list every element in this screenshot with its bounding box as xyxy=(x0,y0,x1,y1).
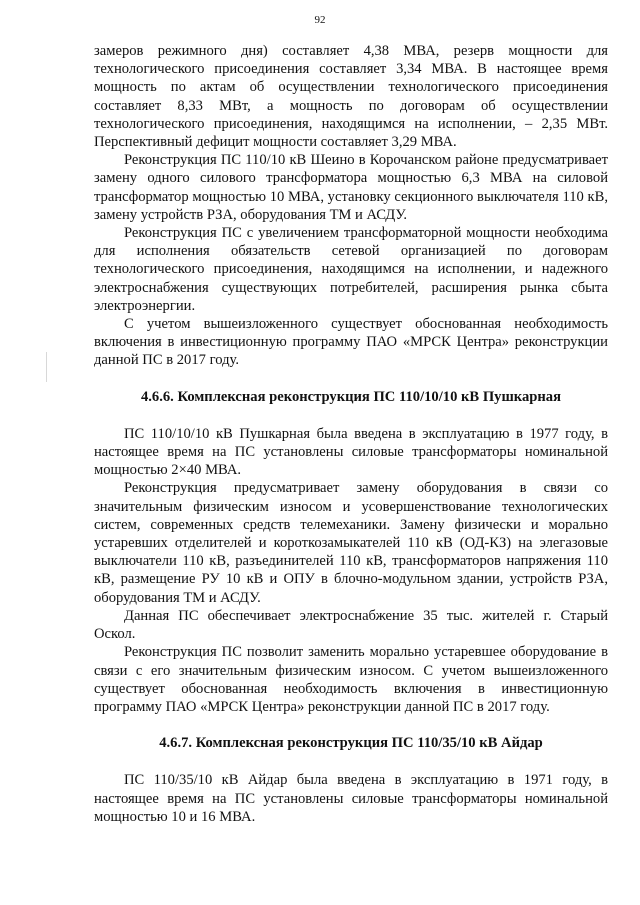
paragraph-pushkarnaya-justification: Реконструкция ПС позволит заменить морально устаревшее оборудование в связи с его значительным физическим износом. С учетом вышеизложенного существует обоснованная необходимость включения в инвестиционную программу ПАО «МРСК Центра» реконструкции данной ПС в 2017 году. xyxy=(94,644,608,715)
spacer xyxy=(94,370,608,388)
page-number: 92 xyxy=(314,14,326,26)
section-heading-4-6-7: 4.6.7. Комплексная реконструкция ПС 110/35/10 кВ Айдар xyxy=(159,735,543,752)
paragraph-sheino-reconstruction: Реконструкция ПС 110/10 кВ Шеино в Корочанском районе предусматривает замену одного силового трансформатора мощностью 6,3 МВА на силовой трансформатор мощностью 10 МВА, установку секционного выключателя 110 кВ, замену устройств РЗА, оборудования ТМ и АСДУ. xyxy=(94,152,608,223)
paragraph-pushkarnaya-supply: Данная ПС обеспечивает электроснабжение 35 тыс. жителей г. Старый Оскол. xyxy=(94,607,608,643)
paragraph-capacity-continuation: замеров режимного дня) составляет 4,38 МВА, резерв мощности для технологического присоединения составляет 3,34 МВА. В настоящее время мощность по актам об осуществлении технологического присоединения составляет 8,33 МВт, а мощность по договорам об осуществлении технологического присоединения, находящимся на исполнении, – 2,35 МВт. Перспективный дефицит мощности составляет 3,29 МВА. xyxy=(94,43,608,151)
spacer xyxy=(94,406,608,425)
paragraph-pushkarnaya-intro: ПС 110/10/10 кВ Пушкарная была введена в эксплуатацию в 1977 году, в настоящее время на ПС установлены силовые трансформаторы номинальной мощностью 2×40 МВА. xyxy=(94,425,608,479)
paragraph-capacity-increase: Реконструкция ПС с увеличением трансформаторной мощности необходима для исполнения обязательств сетевой организацией по договорам технологического присоединения, находящимся на исполнении, и надежного электроснабжения существующих потребителей, расширения рынка сбыта электроэнергии. xyxy=(94,225,608,314)
paragraph-investment-justification: С учетом вышеизложенного существует обоснованная необходимость включения в инвестиционную программу ПАО «МРСК Центра» реконструкции данной ПС в 2017 году. xyxy=(94,316,608,369)
section-heading-4-6-6: 4.6.6. Комплексная реконструкция ПС 110/10/10 кВ Пушкарная xyxy=(140,388,561,405)
paragraph-pushkarnaya-reconstruction: Реконструкция предусматривает замену оборудования в связи со значительным физическим износом и усовершенствование технологических систем, современных средств телемеханики. Замену физически и морально устаревших отделителей и короткозамыкателей 110 кВ (ОД-КЗ) на элегазовые выключатели 110 кВ, разъединителей 110 кВ, трансформаторов напряжения 110 кВ, размещение РУ 10 кВ и ОПУ в блочно-модульном здании, устройств РЗА, оборудования ТМ и АСДУ. xyxy=(94,480,608,606)
spacer xyxy=(94,752,608,771)
paragraph-aidar-intro: ПС 110/35/10 кВ Айдар была введена в эксплуатацию в 1971 году, в настоящее время на ПС установлены силовые трансформаторы номинальной мощностью 10 и 16 МВА. xyxy=(94,772,608,825)
margin-scan-mark xyxy=(46,352,47,382)
spacer xyxy=(94,716,608,734)
document-body xyxy=(94,42,608,826)
